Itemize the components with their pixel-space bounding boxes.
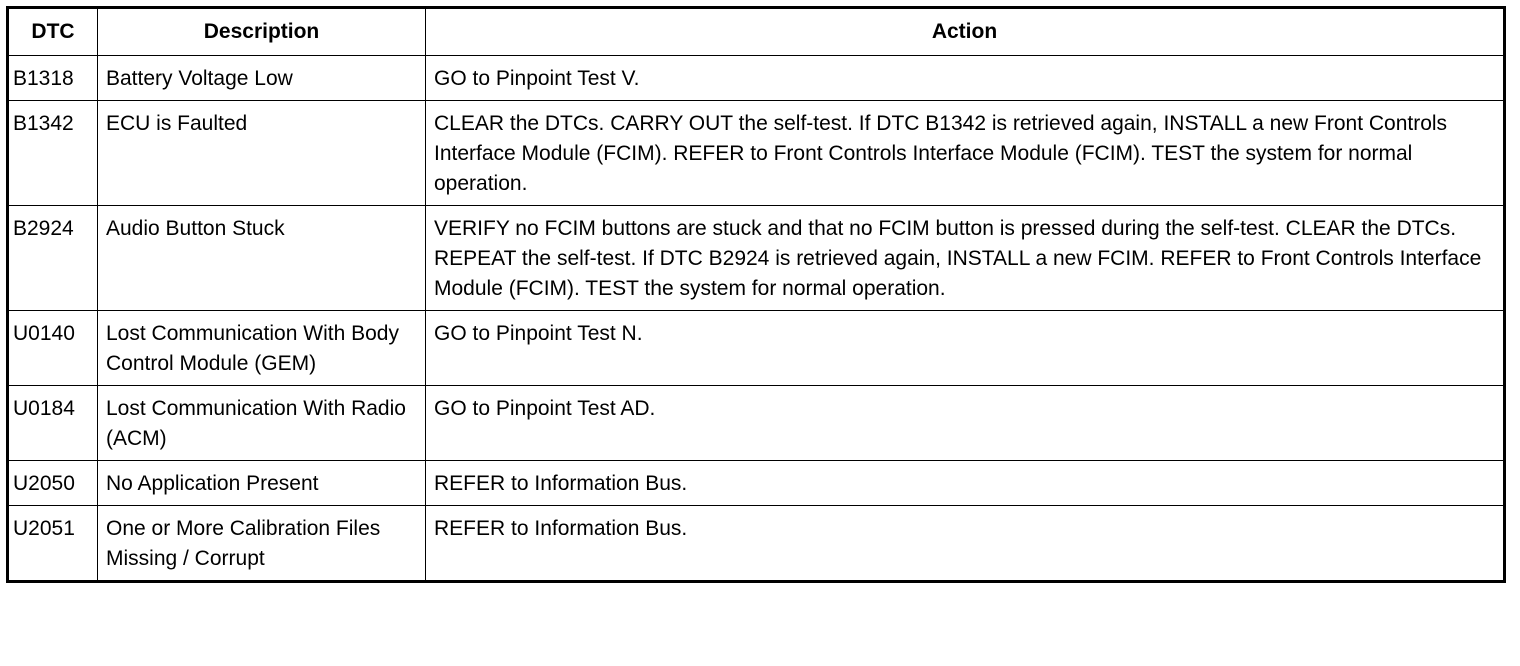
dtc-code: B1342	[8, 101, 98, 206]
header-description: Description	[98, 8, 426, 56]
dtc-action: REFER to Information Bus.	[426, 461, 1505, 506]
dtc-description: One or More Calibration Files Missing / Corrupt	[98, 506, 426, 582]
dtc-action: VERIFY no FCIM buttons are stuck and that no FCIM button is pressed during the self-test. CLEAR the DTCs. REPEAT the self-test. If DTC B2924 is retrieved again, INSTALL a new FCIM. REFER to Front Controls Interface Module (FCIM). TEST the system for normal operation.	[426, 206, 1505, 311]
dtc-code: U0140	[8, 311, 98, 386]
table-row	[8, 56, 1505, 101]
header-row	[8, 8, 1505, 56]
dtc-action: CLEAR the DTCs. CARRY OUT the self-test. If DTC B1342 is retrieved again, INSTALL a new Front Controls Interface Module (FCIM). REFER to Front Controls Interface Module (FCIM). TEST the system for normal operation.	[426, 101, 1505, 206]
dtc-code: U2051	[8, 506, 98, 582]
dtc-description: Lost Communication With Radio (ACM)	[98, 386, 426, 461]
dtc-code: B1318	[8, 56, 98, 101]
dtc-description: Audio Button Stuck	[98, 206, 426, 311]
table-row	[8, 506, 1505, 582]
dtc-code: U2050	[8, 461, 98, 506]
dtc-action: GO to Pinpoint Test V.	[426, 56, 1505, 101]
dtc-code: B2924	[8, 206, 98, 311]
dtc-action: GO to Pinpoint Test AD.	[426, 386, 1505, 461]
dtc-description: ECU is Faulted	[98, 101, 426, 206]
dtc-description: No Application Present	[98, 461, 426, 506]
table-row	[8, 101, 1505, 206]
dtc-action: REFER to Information Bus.	[426, 506, 1505, 582]
table-body	[8, 56, 1505, 582]
dtc-action: GO to Pinpoint Test N.	[426, 311, 1505, 386]
header-dtc: DTC	[8, 8, 98, 56]
dtc-description: Battery Voltage Low	[98, 56, 426, 101]
dtc-code: U0184	[8, 386, 98, 461]
dtc-description: Lost Communication With Body Control Module (GEM)	[98, 311, 426, 386]
dtc-table	[6, 6, 1506, 583]
table-row	[8, 386, 1505, 461]
table-header	[8, 8, 1505, 56]
table-row	[8, 206, 1505, 311]
header-action: Action	[426, 8, 1505, 56]
table-row	[8, 461, 1505, 506]
table-row	[8, 311, 1505, 386]
